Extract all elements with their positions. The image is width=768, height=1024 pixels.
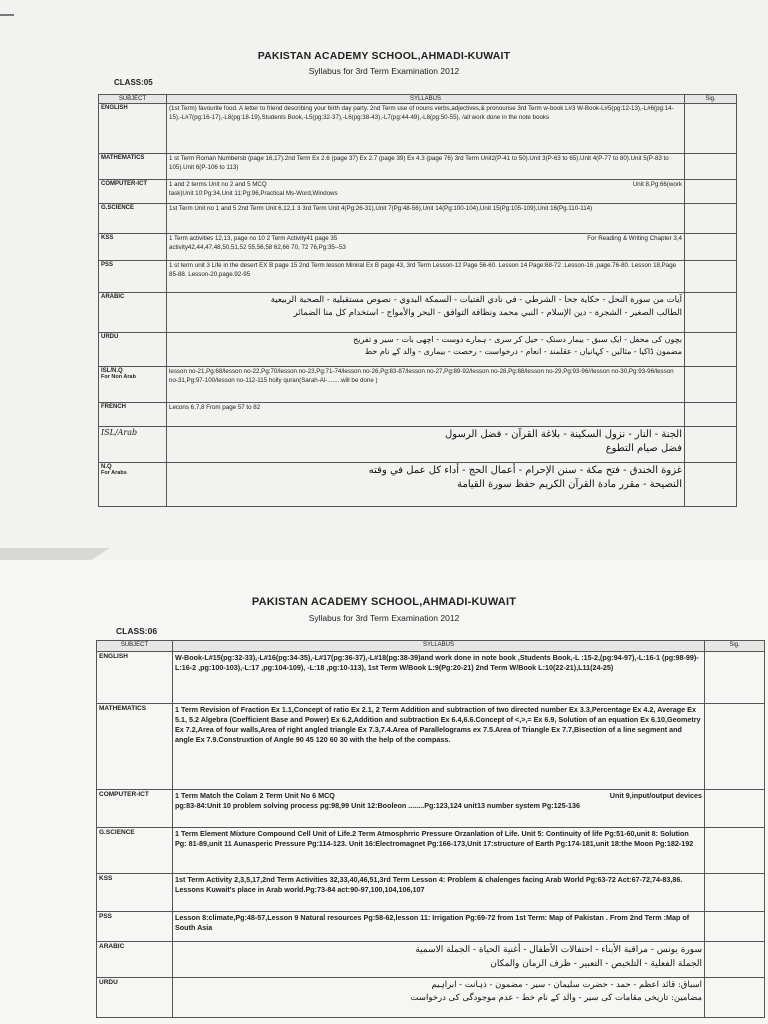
sig-cell (685, 463, 737, 507)
subject-cell: COMPUTER-ICT (97, 790, 173, 828)
subject-cell: ARABIC (99, 293, 167, 333)
subject-cell: PSS (97, 912, 173, 942)
subject-cell: ENGLISH (99, 104, 167, 154)
sig-cell (685, 293, 737, 333)
syllabus-cell (167, 234, 685, 261)
school-name: PAKISTAN ACADEMY SCHOOL,AHMADI-KUWAIT (257, 50, 511, 62)
table-row (97, 874, 765, 912)
syllabus-cell: 1st Term Activity 2,3,5,17,2nd Term Activities 32,33,40,46,51,3rd Term Lesson 4: Problem & chalenges facing Arab World Pg:63-72 Act:67-72,74-83,86. Lessons Kuwait's place in Arab world.Pg:73-84 act:90-97,100,104,106,107 (173, 874, 705, 912)
subject-cell: G.SCIENCE (99, 204, 167, 234)
sig-cell (685, 261, 737, 293)
col-sig: Sig. (705, 641, 765, 652)
table-row (97, 704, 765, 790)
sig-cell (685, 367, 737, 403)
table-row (97, 652, 765, 704)
handwritten-line: الجنة - النار - نزول السكينة - بلاغة القرآن - فضل الرسول (445, 429, 682, 440)
sig-cell (705, 828, 765, 874)
subject-sublabel: For Non Arab (101, 374, 136, 380)
sig-cell (685, 427, 737, 463)
syllabus-cell (173, 790, 705, 828)
syllabus-note: Unit 9,input/output devices (609, 791, 702, 800)
syllabus-text-2: pg:83-84:Unit 10 problem solving process pg:98,99 Unit 12:Booleon ........Pg:123,124 unit13 number system Pg:125-136 (175, 801, 581, 810)
table-row (99, 234, 737, 261)
class-label: CLASS:05 (114, 78, 153, 87)
syllabus-note: For Reading & Writing Chapter 3,4 (587, 235, 682, 242)
col-subject: SUBJECT (99, 95, 167, 104)
syllabus-title: Syllabus for 3rd Term Examination 2012 (308, 613, 460, 623)
sig-cell (705, 978, 765, 1018)
sig-cell (705, 874, 765, 912)
syllabus-text: 1 Term activities 12,13, page no 10 2 Term Activity41 page 35 (169, 235, 338, 242)
handwritten-line-2: النصيحة - مقرر مادة القرآن الكريم حفظ سورة القيامة (457, 479, 682, 490)
handwritten-line-2: مضامین: تاریخی مقامات کی سیر - والد کے نام خط - عدم موجودگی کی درخواست (410, 993, 702, 1003)
subject-cell: KSS (97, 874, 173, 912)
col-syllabus: SYLLABUS (167, 95, 685, 104)
table-row (99, 463, 737, 507)
syllabus-text-2: activity42,44,47,48,50,51,52 55,56,58 62,66 70, 72 76,Pg:35--53 (169, 243, 346, 251)
syllabus-cell (167, 427, 685, 463)
handwritten-line-2: فضل صيام التطوع (605, 443, 682, 454)
col-syllabus: SYLLABUS (173, 641, 705, 652)
syllabus-cell: Lesson 8:climate,Pg:48-57,Lesson 9 Natural resources Pg:58-62,lesson 11: Irrigation Pg:69-72 from 1st Term: Map of Pakistan . From 2nd Term :Map of South Asia (173, 912, 705, 942)
subject-cell: G.SCIENCE (97, 828, 173, 874)
syllabus-cell (167, 180, 685, 204)
table-row (99, 427, 737, 463)
subject-label: ISL/N.Q (101, 368, 123, 374)
handwritten-line-2: الطالب الصغير - الشجرة - دين الإسلام - النبي محمد ونظافة التوافق - البحر والأمواج - استخدام كل منا الضمائر (293, 308, 682, 318)
syllabus-cell: 1 st term unit 3 Life in the desert EX B page 15 2nd Term lesson Miniral Ex B page 43, 3rd Term Lesson-12 Page 56-60. Lesson 14 Page:68-72 .Lesson-16 ,page.76-80. Lesson 18,Page 85-88. Lesson-20,page.92-95 (167, 261, 685, 293)
table-row (97, 790, 765, 828)
subject-cell: ISL/Arab (99, 427, 167, 463)
sig-cell (705, 942, 765, 978)
handwritten-line: غزوة الخندق - فتح مكة - سنن الإحرام - أعمال الحج - أداء كل عمل في وقته (368, 465, 682, 476)
subject-cell: ENGLISH (97, 652, 173, 704)
table-row (97, 828, 765, 874)
sig-cell (705, 704, 765, 790)
subject-cell: MATHEMATICS (99, 154, 167, 180)
syllabus-table (96, 640, 765, 1018)
sig-cell (685, 104, 737, 154)
handwritten-line-2: الجملة الفعلية - التلخيص - التعبير - ظرف الزمان والمكان (490, 959, 702, 969)
syllabus-cell (167, 463, 685, 507)
syllabus-cell: 1 Term Element Mixture Compound Cell Unit of Life.2 Term Atmosphrric Pressure Orzanlation of Life. Unit 5: Continuity of life Pg:51-60,unit 8: Solution Pg: 81-89,unit 11 Aunasperic Pressure Pg:114-123. Unit 16:Electromagnet Pg:166-173,Unit 17:structure of Earth Pg:174-181,unit 18:the Moon Pg:182-192 (173, 828, 705, 874)
syllabus-cell: 1 st Term Roman Numbersb (page 16,17).2nd Term Ex 2.6 (page 37) Ex 2.7 (page 39) Ex 4.3 (page 76) 3rd Term Unit2(P-41 to 50).Unit 3(P-63 to 65).Unit 4(P-77 to 80).Unit 5(P-83 to 105).Unit 6(P-106 to 113) (167, 154, 685, 180)
sig-cell (685, 154, 737, 180)
subject-sublabel: For Arabs (101, 470, 127, 476)
subject-cell: URDU (99, 333, 167, 367)
table-row (99, 403, 737, 427)
col-subject: SUBJECT (97, 641, 173, 652)
subject-cell: KSS (99, 234, 167, 261)
sig-cell (705, 790, 765, 828)
handwritten-line: بچوں کی محفل - ایک سبق - بیمار دستک - حیل کر سری - ہمارے دوست - اچھی بات - سیر و تفریح (353, 335, 682, 344)
sig-cell (705, 912, 765, 942)
syllabus-cell (167, 293, 685, 333)
table-row (99, 180, 737, 204)
handwritten-line: اسباق: قائد اعظم - حمد - حضرت سلیمان - سیر - مضمون - ذہانت - ابراہیم (431, 980, 702, 990)
syllabus-note: Unit 8,Pg:66(work (632, 181, 682, 188)
sig-cell (685, 333, 737, 367)
col-sig: Sig. (685, 95, 737, 104)
syllabus-table (98, 94, 737, 507)
subject-cell: COMPUTER-ICT (99, 180, 167, 204)
syllabus-text-2: task)Unit 10:Pg:34,Unit 11:Pg:96,Practical Ms-Word,Windows (169, 189, 338, 197)
sig-cell (685, 403, 737, 427)
class-label: CLASS:06 (116, 626, 158, 636)
subject-cell: URDU (97, 978, 173, 1018)
syllabus-cell: 1 Term Revision of Fraction Ex 1.1,Concept of ratio Ex 2.1, 2 Term Addition and subtraction of two directed number Ex 3.3,Percentage Ex 4.2, Average Ex 5.1, 5.2 Algebra (Coefficient Base and Power) Ex 6.2,Addition and subtraction Ex 6.4,6.6.Concept of <,>,= Ex 6.9, Solution of an equation Ex 6.10,Geometry Ex 7.2,Area of four walls,Area of right angled triangle Ex 7.3,7.4.Area of Parallelograms ex 7.5.Area of Triangle Ex 7.7,Bisection of a line segment and angle Ex 7.9.Construxtion of Angle 90 45 120 60 30 with the help of the compass. (173, 704, 705, 790)
table-row (99, 104, 737, 154)
table-row (99, 154, 737, 180)
table-row (97, 942, 765, 978)
syllabus-text: 1 Term Match the Colam 2 Term Unit No 6 MCQ (175, 791, 335, 800)
table-row (97, 978, 765, 1018)
syllabus-text: 1 and 2 terms Unit no 2 and 5 MCQ (169, 181, 267, 188)
subject-label: N.Q (101, 464, 112, 470)
sig-cell (685, 204, 737, 234)
table-row (97, 912, 765, 942)
handwritten-line: آيات من سورة النحل - حكاية جحا - الشرطي - في نادي الفتيات - السمكة البدوي - نصوص مستقبلية - الصحبة الربيعية (270, 295, 682, 305)
subject-cell: PSS (99, 261, 167, 293)
subject-cell (99, 463, 167, 507)
syllabus-cell: Lecons 6,7,8 From page 57 to 82 (167, 403, 685, 427)
subject-cell (99, 367, 167, 403)
syllabus-cell: (1st Term) favourite food. A letter to friend describing your birth day party. 2nd Term use of nouns verbs,adjectives,& pronounse 3rd Term w-book L#3 W-Book-L#5(pg:12-13),-L#6(pg:14-15),-L#7(pg:16-17),-L8(pg:18-19),Students Book,-L5(pg:32-37),-L6(pg:38-43),-L7(pg:44-49),-L8(pg:50-55), /all work done in the note books (167, 104, 685, 154)
syllabus-page-class-06 (0, 560, 768, 1024)
table-row (99, 204, 737, 234)
table-row (99, 261, 737, 293)
syllabus-cell: W-Book-L#15(pg:32-33),-L#16(pg:34-35),-L#17(pg:36-37),-L#18(pg:38-39)and work done in note book ,Students Book,-L :15-2,(pg:94-97),-L:16-1 (pg:98-99)-L:16-2 ,pg:100-103),-L:17 ,pg:104-109), -L:18 ,pg:10-113), 1st Term W/Book L:9(Pg:20-21) 2nd Term W/Book L:10(22-21),L11(24-25) (173, 652, 705, 704)
subject-cell: FRENCH (99, 403, 167, 427)
syllabus-cell: 1st Term Unit no 1 and 5 2nd Term Unit 6,12,1 3 3rd Term Unit 4(Pg:26-31),Unit 7(Pg:48-56),Unit 14(Pg:100-104),Unit 15(Pg:105-109),Unit 16(Pg.110-114) (167, 204, 685, 234)
syllabus-cell (173, 978, 705, 1018)
sig-cell (685, 234, 737, 261)
sig-cell (685, 180, 737, 204)
scan-mark (0, 14, 14, 16)
table-row (99, 293, 737, 333)
syllabus-cell: lesson no-21,Pg:68/lesson no-22,Pg:70/lesson no-23,Pg:71-74/lesson no-26,Pg:83-87/lesson no-27,Pg:89-92/lesson no-28,Pg:88/lesson no-29,Pg:93-96//lesson no-30,Pg:93-96/lesson no-31,Pg:97-100/lesson no-112-115 holly quran(Sarah-Al-........will be done ) (167, 367, 685, 403)
syllabus-title: Syllabus for 3rd Term Examination 2012 (308, 66, 460, 76)
subject-cell: ARABIC (97, 942, 173, 978)
handwritten-line-2: مضمون ڈاکیا - مثالیں - کہانیاں - عقلمند - انعام - درخواست - رخصت - بیماری - والد کے نام خط (364, 347, 682, 356)
school-name: PAKISTAN ACADEMY SCHOOL,AHMADI-KUWAIT (251, 596, 517, 608)
subject-cell: MATHEMATICS (97, 704, 173, 790)
sig-cell (705, 652, 765, 704)
handwritten-line: سورة يونس - مراقبة الأبناء - احتفالات الأطفال - أغنية الحياة - الجملة الاسمية (415, 945, 702, 955)
syllabus-cell (167, 333, 685, 367)
syllabus-cell (173, 942, 705, 978)
table-row (99, 333, 737, 367)
table-row (99, 367, 737, 403)
